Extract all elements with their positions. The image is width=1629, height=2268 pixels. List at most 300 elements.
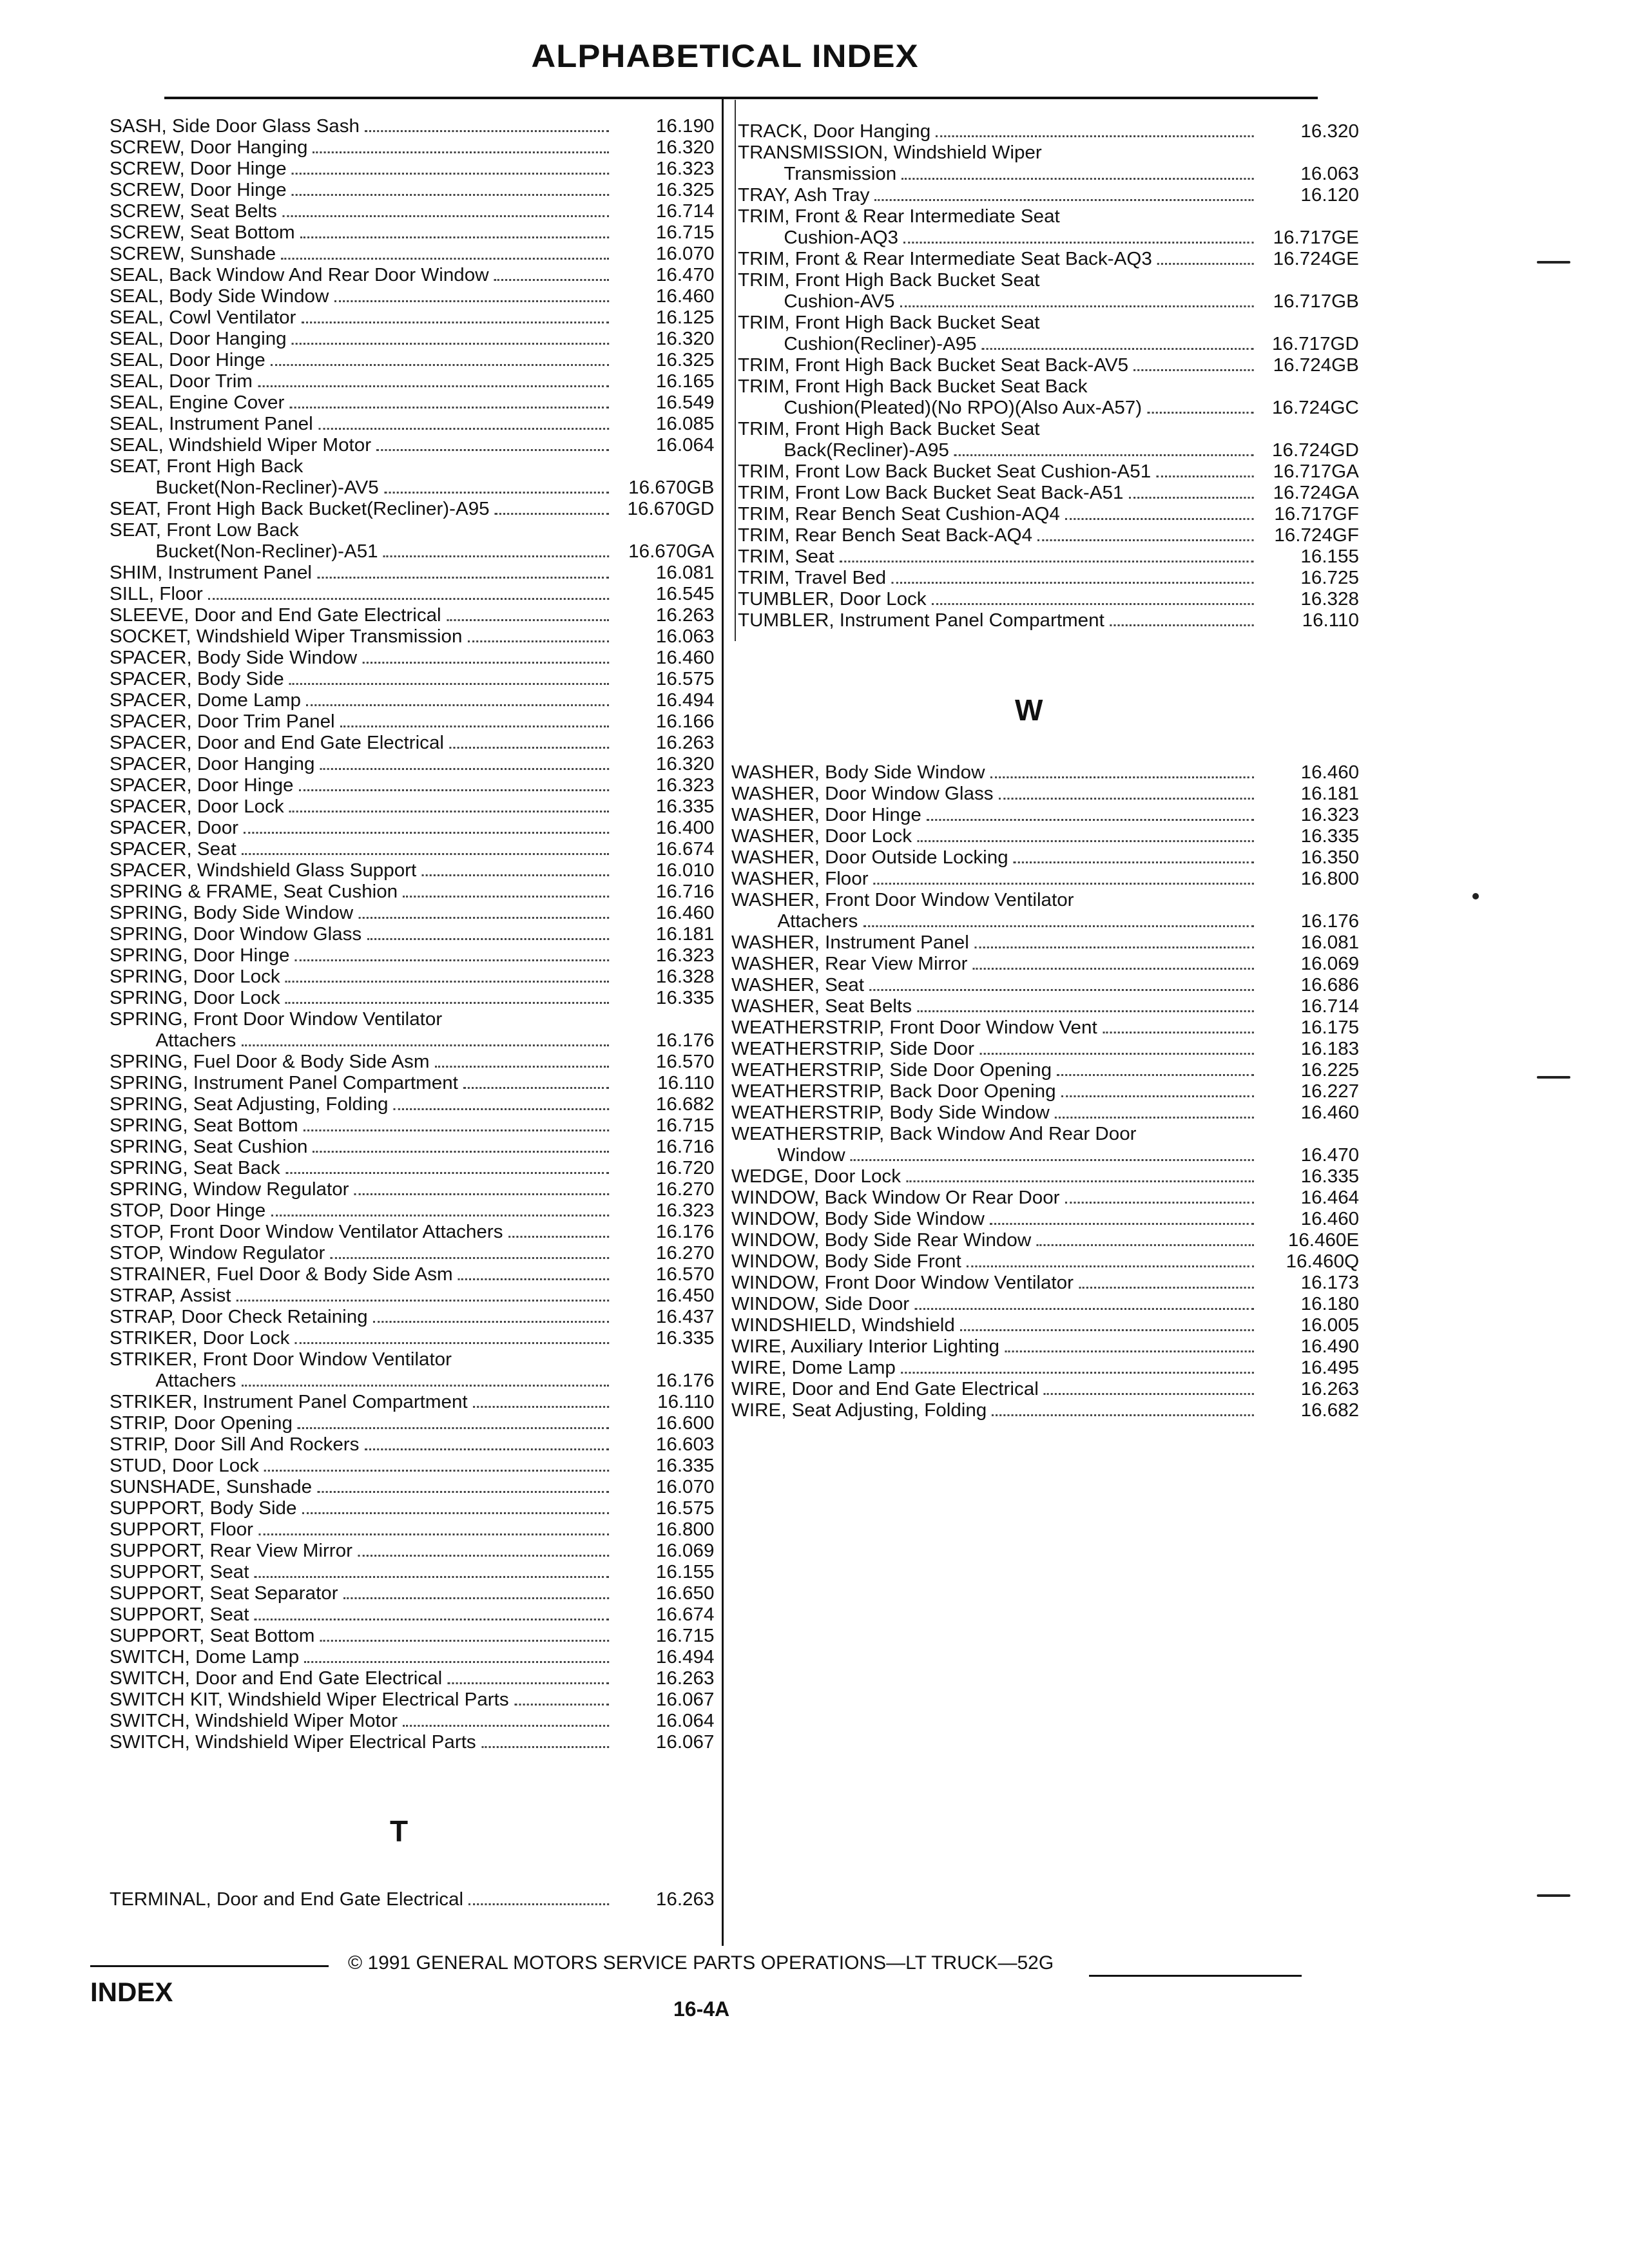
entry-description-line: WEATHERSTRIP, Body Side Window — [731, 1102, 1050, 1123]
entry-description — [731, 1124, 1260, 1166]
entry-description-line: SUPPORT, Floor — [110, 1519, 254, 1540]
entry-section-number: 16.714 — [655, 201, 715, 222]
entry-section-number: 16.110 — [657, 1392, 715, 1412]
dot-leader — [891, 582, 1253, 584]
dot-leader — [295, 959, 610, 961]
entry-description-line: WIRE, Seat Adjusting, Folding — [731, 1400, 987, 1421]
index-entry — [731, 954, 1359, 975]
dot-leader — [992, 1414, 1253, 1416]
dot-leader — [901, 178, 1253, 180]
entry-description-line: SEAL, Cowl Ventilator — [110, 307, 296, 328]
entry-section-number: 16.717GA — [1273, 461, 1359, 482]
margin-mark — [1537, 261, 1570, 264]
entry-section-number: 16.081 — [1300, 932, 1360, 953]
dot-leader — [320, 768, 610, 770]
index-entry — [110, 1115, 714, 1137]
entry-description — [731, 1273, 1260, 1294]
entry-description-line: SWITCH, Windshield Wiper Electrical Parts — [110, 1732, 476, 1753]
entry-description-line: SWITCH, Windshield Wiper Motor — [110, 1711, 398, 1731]
entry-description-line: SUPPORT, Seat — [110, 1604, 249, 1625]
entry-description-line: WASHER, Door Window Glass — [731, 783, 994, 804]
dot-leader — [285, 981, 609, 983]
entry-description-line: WEATHERSTRIP, Side Door Opening — [731, 1060, 1052, 1081]
entry-section-number: 16.190 — [655, 116, 715, 137]
entry-description — [110, 966, 615, 988]
entry-section-number: 16.720 — [655, 1158, 715, 1178]
entry-description — [110, 1115, 615, 1137]
entry-description — [731, 1039, 1260, 1060]
entry-description — [110, 903, 615, 924]
entry-description-line: WASHER, Door Lock — [731, 826, 912, 847]
entry-description — [110, 244, 615, 265]
entry-description — [110, 137, 615, 159]
index-entry — [731, 1102, 1359, 1124]
index-entry — [738, 121, 1359, 142]
entry-description — [110, 116, 615, 137]
entry-description — [738, 376, 1260, 419]
margin-mark — [1472, 893, 1479, 899]
dot-leader — [255, 1576, 610, 1578]
entry-description-line: WINDOW, Back Window Or Rear Door — [731, 1187, 1060, 1208]
entry-section-number: 16.335 — [655, 988, 715, 1008]
entry-section-number: 16.724GE — [1273, 249, 1359, 269]
entry-description-line: WASHER, Rear View Mirror — [731, 954, 968, 974]
dot-leader — [340, 726, 609, 727]
dot-leader — [906, 1180, 1254, 1182]
entry-description — [110, 584, 615, 605]
entry-description — [110, 1307, 615, 1328]
entry-section-number: 16.125 — [655, 307, 715, 328]
entry-section-number: 16.464 — [1300, 1187, 1360, 1208]
margin-mark — [1537, 1076, 1570, 1079]
dot-leader — [403, 896, 609, 898]
index-entry — [731, 1166, 1359, 1187]
entry-description — [738, 546, 1260, 568]
entry-description-line: WEATHERSTRIP, Back Window And Rear Door — [731, 1124, 1137, 1144]
entry-description — [110, 350, 615, 371]
dot-leader — [334, 300, 610, 302]
entry-description-line: SUPPORT, Seat Separator — [110, 1583, 338, 1604]
index-entry — [110, 945, 714, 966]
index-entry — [738, 461, 1359, 483]
entry-description — [110, 435, 615, 456]
dot-leader — [875, 199, 1254, 201]
entry-description — [110, 796, 615, 818]
entry-description — [110, 1498, 615, 1519]
entry-description-line: SPRING, Seat Cushion — [110, 1137, 308, 1157]
entry-section-number: 16.323 — [655, 775, 715, 796]
entry-description-line: SUPPORT, Seat — [110, 1562, 249, 1582]
entry-description — [110, 839, 615, 860]
entry-description — [731, 1166, 1260, 1187]
entry-description-line: WASHER, Door Hinge — [731, 805, 921, 825]
dot-leader — [917, 840, 1254, 842]
entry-description-line: WINDOW, Body Side Window — [731, 1209, 985, 1229]
entry-description — [110, 711, 615, 733]
index-entry — [110, 1889, 714, 1910]
dot-leader — [299, 789, 610, 791]
entry-description-line: Attachers — [155, 1030, 236, 1051]
entry-section-number: 16.724GB — [1273, 355, 1359, 376]
index-entry — [731, 932, 1359, 954]
entry-description — [731, 1358, 1260, 1379]
entry-description-continuation — [110, 1030, 615, 1052]
index-entry — [110, 1541, 714, 1562]
entry-description-line: SEAL, Back Window And Rear Door Window — [110, 265, 489, 285]
index-entry — [110, 1689, 714, 1711]
entry-description — [738, 249, 1260, 270]
index-entry — [731, 1400, 1359, 1421]
entry-description-line: WASHER, Body Side Window — [731, 762, 985, 783]
dot-leader — [495, 513, 609, 515]
dot-leader — [936, 135, 1253, 137]
entry-description-line: SEAT, Front Low Back — [110, 520, 299, 541]
entry-description-line: SPACER, Windshield Glass Support — [110, 860, 417, 881]
entry-description-line: SPACER, Dome Lamp — [110, 690, 302, 711]
entry-section-number: 16.570 — [655, 1264, 715, 1285]
entry-description-line: SASH, Side Door Glass Sash — [110, 116, 360, 137]
entry-description — [110, 988, 615, 1009]
entry-description — [110, 265, 615, 286]
index-entry — [110, 1604, 714, 1626]
entry-description-line: SOCKET, Windshield Wiper Transmission — [110, 626, 463, 647]
entry-section-number: 16.005 — [1300, 1315, 1360, 1336]
entry-description — [731, 869, 1260, 890]
entry-description-line: STUD, Door Lock — [110, 1456, 259, 1476]
entry-description — [110, 1285, 615, 1307]
entry-description — [738, 483, 1260, 504]
entry-section-number: 16.549 — [655, 392, 715, 413]
entry-description — [110, 1434, 615, 1456]
entry-description — [110, 1689, 615, 1711]
entry-description-line: SPRING, Seat Bottom — [110, 1115, 298, 1136]
dot-leader — [1044, 1393, 1254, 1395]
entry-section-number: 16.725 — [1300, 568, 1359, 588]
index-entry — [110, 456, 714, 499]
entry-description-line: SEAL, Door Hinge — [110, 350, 265, 370]
entry-description — [731, 847, 1260, 869]
entry-section-number: 16.715 — [655, 1115, 715, 1136]
index-entry — [110, 1711, 714, 1732]
entry-section-number: 16.570 — [655, 1052, 715, 1072]
index-entry — [110, 222, 714, 244]
dot-leader — [330, 1257, 609, 1259]
entry-description — [731, 954, 1260, 975]
column-sub-divider — [735, 100, 736, 641]
dot-leader — [289, 811, 609, 812]
index-entry — [110, 1179, 714, 1200]
index-entry — [738, 483, 1359, 504]
entry-description-continuation — [110, 541, 615, 562]
dot-leader — [851, 1159, 1254, 1161]
dot-leader — [285, 1002, 609, 1004]
dot-leader — [367, 938, 609, 940]
entry-description-line: SLEEVE, Door and End Gate Electrical — [110, 605, 441, 626]
index-entry — [110, 371, 714, 392]
index-entry — [110, 1562, 714, 1583]
index-entry — [731, 1209, 1359, 1230]
index-entry — [731, 996, 1359, 1017]
dot-leader — [313, 151, 610, 153]
entry-description — [731, 975, 1260, 996]
dot-leader — [258, 1533, 609, 1535]
footer-copyright: © 1991 GENERAL MOTORS SERVICE PARTS OPERATIONS—LT TRUCK—52G — [348, 1952, 1054, 1974]
dot-leader — [292, 194, 610, 196]
dot-leader — [463, 1087, 609, 1089]
entry-description — [110, 1626, 615, 1647]
entry-description — [110, 733, 615, 754]
entry-description — [110, 690, 615, 711]
index-entry — [110, 1519, 714, 1541]
dot-leader — [468, 640, 610, 642]
index-entry — [731, 869, 1359, 890]
section-w-entries — [731, 762, 1360, 1421]
entry-description-line: WEDGE, Door Lock — [731, 1166, 901, 1187]
dot-leader — [435, 1066, 610, 1068]
entry-description — [110, 222, 615, 244]
entry-description-line: SPRING, Seat Back — [110, 1158, 280, 1178]
index-entry — [110, 690, 714, 711]
entry-description — [110, 1413, 615, 1434]
dot-leader — [304, 1129, 609, 1131]
entry-description-continuation — [738, 227, 1260, 249]
entry-section-number: 16.070 — [655, 244, 715, 264]
index-entry — [738, 525, 1359, 546]
index-entry — [110, 392, 714, 414]
entry-description — [110, 881, 615, 903]
entry-description-line: STRAINER, Fuel Door & Body Side Asm — [110, 1264, 453, 1285]
entry-description — [738, 610, 1260, 631]
index-entry — [110, 414, 714, 435]
entry-section-number: 16.682 — [655, 1094, 715, 1115]
entry-section-number: 16.263 — [655, 733, 715, 753]
entry-description-continuation — [738, 398, 1260, 419]
dot-leader — [358, 917, 609, 919]
entry-description-line: WINDSHIELD, Windshield — [731, 1315, 955, 1336]
entry-section-number: 16.155 — [1300, 546, 1359, 567]
right-index-column — [738, 121, 1359, 631]
index-entry — [110, 669, 714, 690]
entry-description-line: TUMBLER, Door Lock — [738, 589, 927, 610]
entry-section-number: 16.325 — [655, 180, 715, 200]
entry-description — [110, 1200, 615, 1222]
index-entry — [738, 589, 1359, 610]
index-entry — [738, 610, 1359, 631]
dot-leader — [343, 1597, 609, 1599]
dot-leader — [468, 1903, 609, 1905]
entry-section-number: 16.067 — [655, 1689, 715, 1710]
entry-section-number: 16.181 — [655, 924, 715, 945]
dot-leader — [999, 798, 1254, 800]
entry-description-line: TRIM, Travel Bed — [738, 568, 887, 588]
index-entry — [110, 818, 714, 839]
index-entry — [738, 249, 1359, 270]
entry-description — [110, 520, 615, 562]
page-title: ALPHABETICAL INDEX — [531, 38, 919, 74]
index-entry — [110, 1137, 714, 1158]
entry-description-line: TRIM, Front High Back Bucket Seat Back-AV5 — [738, 355, 1129, 376]
dot-leader — [1014, 861, 1254, 863]
entry-section-number: 16.800 — [655, 1519, 715, 1540]
index-entry — [110, 1647, 714, 1668]
entry-description — [738, 504, 1260, 525]
entry-section-number: 16.494 — [655, 1647, 715, 1667]
entry-description — [110, 1264, 615, 1285]
entry-description — [110, 1243, 615, 1264]
entry-section-number: 16.320 — [655, 754, 715, 774]
entry-description-line: Back(Recliner)-A95 — [784, 440, 949, 461]
entry-description-line: WASHER, Door Outside Locking — [731, 847, 1008, 868]
index-entry — [110, 201, 714, 222]
entry-description-line: SCREW, Seat Belts — [110, 201, 277, 222]
entry-section-number: 16.460 — [1300, 1209, 1360, 1229]
entry-description — [110, 754, 615, 775]
entry-section-number: 16.270 — [655, 1243, 715, 1264]
entry-section-number: 16.674 — [655, 839, 715, 860]
entry-description-line: SPRING, Seat Adjusting, Folding — [110, 1094, 389, 1115]
dot-leader — [901, 1372, 1254, 1374]
entry-description — [731, 1209, 1260, 1230]
entry-section-number: 16.724GC — [1272, 398, 1359, 418]
index-entry — [110, 1243, 714, 1264]
entry-section-number: 16.335 — [655, 1456, 715, 1476]
index-entry — [731, 890, 1359, 932]
entry-description-line: STOP, Window Regulator — [110, 1243, 325, 1264]
section-letter-t: T — [390, 1814, 409, 1848]
entry-section-number: 16.715 — [655, 1626, 715, 1646]
dot-leader — [1065, 1202, 1254, 1204]
entry-description-line: SWITCH, Dome Lamp — [110, 1647, 300, 1667]
dot-leader — [320, 1640, 610, 1642]
entry-description-line: STRAP, Assist — [110, 1285, 231, 1306]
dot-leader — [869, 989, 1254, 991]
index-entry — [110, 1073, 714, 1094]
dot-leader — [1065, 518, 1254, 520]
entry-description-line: SCREW, Sunshade — [110, 244, 276, 264]
entry-description-line: Cushion(Pleated)(No RPO)(Also Aux-A57) — [784, 398, 1142, 418]
entry-description — [110, 499, 615, 520]
entry-description — [110, 669, 615, 690]
index-entry — [110, 839, 714, 860]
entry-description — [110, 1583, 615, 1604]
entry-description — [731, 1400, 1260, 1421]
footer-section-label: INDEX — [90, 1977, 173, 2007]
entry-section-number: 16.328 — [655, 966, 715, 987]
entry-description-line: SWITCH, Door and End Gate Electrical — [110, 1668, 443, 1689]
entry-description-line: Window — [777, 1145, 845, 1166]
entry-section-number: 16.270 — [655, 1179, 715, 1200]
entry-description — [110, 1477, 615, 1498]
entry-section-number: 16.603 — [655, 1434, 715, 1455]
entry-section-number: 16.600 — [655, 1413, 715, 1434]
index-entry — [110, 1094, 714, 1115]
entry-section-number: 16.328 — [1300, 589, 1359, 610]
entry-description — [110, 1158, 615, 1179]
index-entry — [731, 1273, 1359, 1294]
dot-leader — [447, 1682, 609, 1684]
entry-description — [731, 1081, 1260, 1102]
entry-description — [738, 206, 1260, 249]
entry-section-number: 16.063 — [1300, 164, 1359, 184]
index-entry — [738, 185, 1359, 206]
entry-description-line: SPRING, Body Side Window — [110, 903, 354, 923]
entry-description — [110, 1009, 615, 1052]
dot-leader — [917, 1010, 1254, 1012]
margin-mark — [1537, 1894, 1570, 1897]
entry-section-number: 16.320 — [655, 329, 715, 349]
dot-leader — [271, 364, 609, 366]
index-entry — [110, 1349, 714, 1392]
entry-description — [110, 1137, 615, 1158]
entry-section-number: 16.010 — [655, 860, 715, 881]
entry-section-number: 16.460 — [655, 286, 715, 307]
index-entry — [731, 1379, 1359, 1400]
index-entry — [110, 903, 714, 924]
dot-leader — [298, 1427, 609, 1429]
entry-section-number: 16.175 — [1300, 1017, 1360, 1038]
index-entry — [731, 1039, 1359, 1060]
entry-description — [731, 996, 1260, 1017]
entry-description — [731, 805, 1260, 826]
entry-description — [738, 312, 1260, 355]
index-entry — [738, 355, 1359, 376]
index-entry — [731, 1315, 1359, 1336]
dot-leader — [285, 1172, 609, 1174]
entry-description-line: SWITCH KIT, Windshield Wiper Electrical Parts — [110, 1689, 509, 1710]
index-entry — [731, 975, 1359, 996]
index-entry — [110, 1583, 714, 1604]
dot-leader — [376, 449, 609, 451]
dot-leader — [242, 1044, 610, 1046]
dot-leader — [1156, 476, 1253, 477]
entry-section-number: 16.320 — [1300, 121, 1359, 142]
entry-section-number: 16.110 — [657, 1073, 715, 1093]
entry-description-line: Bucket(Non-Recliner)-A51 — [155, 541, 378, 562]
entry-section-number: 16.064 — [655, 435, 715, 456]
dot-leader — [1157, 263, 1254, 265]
index-entry — [110, 1668, 714, 1689]
entry-section-number: 16.263 — [655, 605, 715, 626]
entry-description — [738, 355, 1260, 376]
entry-description-line: SPRING, Door Window Glass — [110, 924, 362, 945]
index-entry — [731, 1124, 1359, 1166]
dot-leader — [313, 1151, 610, 1153]
index-entry — [110, 1264, 714, 1285]
entry-description-line: Cushion-AQ3 — [784, 227, 898, 248]
index-entry — [731, 1251, 1359, 1273]
entry-description — [110, 1711, 615, 1732]
index-entry — [738, 270, 1359, 312]
entry-section-number: 16.155 — [655, 1562, 715, 1582]
entry-description — [110, 626, 615, 648]
dot-leader — [281, 258, 609, 260]
dot-leader — [932, 603, 1254, 605]
entry-description-line: WASHER, Front Door Window Ventilator — [731, 890, 1074, 910]
entry-description-line: TRIM, Front High Back Bucket Seat Back — [738, 376, 1088, 397]
entry-section-number: 16.335 — [1300, 1166, 1360, 1187]
entry-description-line: SEAL, Door Trim — [110, 371, 253, 392]
index-entry — [110, 265, 714, 286]
entry-section-number: 16.400 — [655, 818, 715, 838]
entry-description — [110, 1094, 615, 1115]
entry-description — [110, 1562, 615, 1583]
entry-description-line: SPRING, Window Regulator — [110, 1179, 349, 1200]
dot-leader — [447, 619, 609, 621]
footer-page-number: 16-4A — [673, 1997, 730, 2021]
entry-description-continuation — [110, 1370, 615, 1392]
index-entry — [738, 546, 1359, 568]
dot-leader — [954, 454, 1254, 456]
